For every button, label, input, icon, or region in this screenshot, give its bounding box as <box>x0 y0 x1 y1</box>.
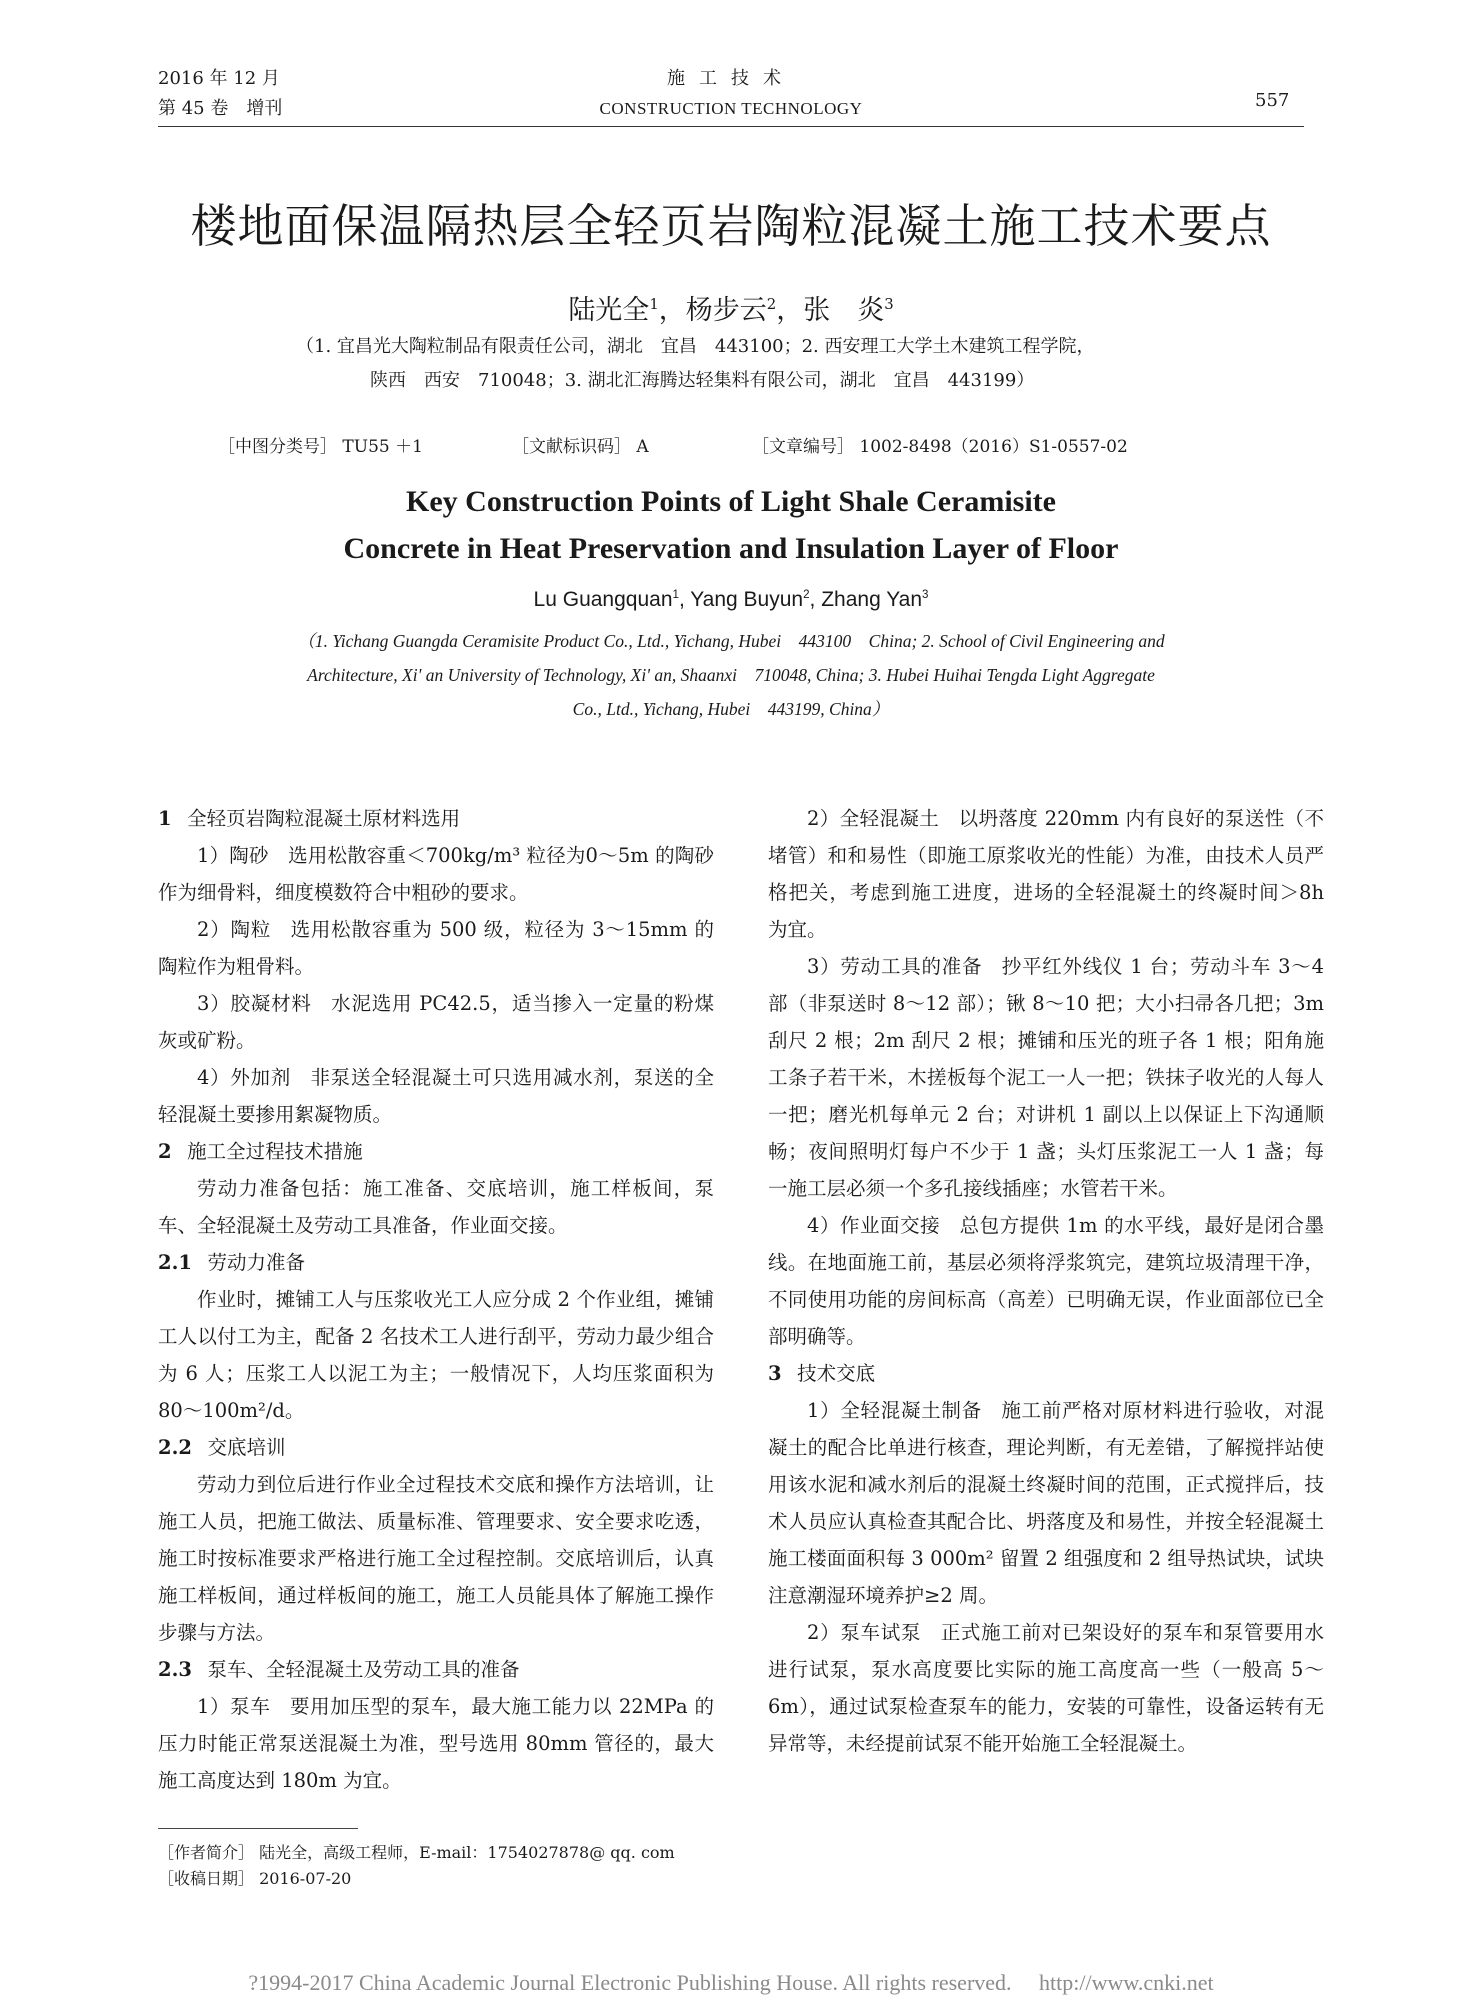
paragraph: 2）泵车试泵 正式施工前对已架设好的泵车和泵管要用水进行试泵，泵水高度要比实际的施工高度高一些（一般高 5～6m），通过试泵检查泵车的能力，安装的可靠性，设备运转有无异常等，未经提前试泵不能开始施工全轻混凝土。 <box>768 1621 1324 1755</box>
section-heading: 1 全轻页岩陶粒混凝土原材料选用 <box>158 807 461 830</box>
english-affiliation-line: Architecture, Xi' an University of Technology, Xi' an, Shaanxi 710048, China; 3. Hubei Huihai Tengda Light Aggregate <box>307 665 1155 685</box>
paragraph: 4）外加剂 非泵送全轻混凝土可只选用减水剂，泵送的全轻混凝土要掺用絮凝物质。 <box>158 1066 714 1126</box>
footnote <box>158 1840 675 1892</box>
english-affiliation <box>150 624 1312 726</box>
paragraph: 劳动力准备包括：施工准备、交底培训，施工样板间，泵车、全轻混凝土及劳动工具准备，作业面交接。 <box>158 1177 714 1237</box>
author-name: 陆光全 <box>568 295 650 326</box>
author-superscript: 1 <box>672 589 679 601</box>
received-date: ［收稿日期］ 2016-07-20 <box>158 1869 352 1888</box>
section-heading: 2 施工全过程技术措施 <box>158 1140 363 1163</box>
paragraph: 劳动力到位后进行作业全过程技术交底和操作方法培训，让施工人员，把施工做法、质量标准、管理要求、安全要求吃透，施工时按标准要求严格进行施工全过程控制。交底培训后，认真施工样板间，通过样板间的施工，施工人员能具体了解施工操作步骤与方法。 <box>158 1473 714 1644</box>
paper-title: 楼地面保温隔热层全轻页岩陶粒混凝土施工技术要点 <box>190 199 1272 253</box>
author-superscript: 2 <box>766 295 777 313</box>
paragraph: 1）全轻混凝土制备 施工前严格对原材料进行验收，对混凝土的配合比单进行核查，理论判断，有无差错，了解搅拌站使用该水泥和减水剂后的混凝土终凝时间的范围，正式搅拌后，技术人员应认真检查其配合比、坍落度及和易性，并按全轻混凝土施工楼面面积每 3 000m² 留置 2 组强度和 2 组导热试块，试块注意潮湿环境养护≥2 周。 <box>768 1399 1324 1607</box>
author-info: ［作者简介］ 陆光全，高级工程师，E-mail：1754027878@ qq. com <box>158 1843 675 1862</box>
body-column-right <box>768 800 1324 1762</box>
affiliation-line: 陕西 西安 710048；3. 湖北汇海腾达轻集料有限公司，湖北 宜昌 443199） <box>370 370 1035 391</box>
paragraph: 1）陶砂 选用松散容重＜700kg/m³ 粒径为0～5m 的陶砂作为细骨料，细度模数符合中粗砂的要求。 <box>158 844 714 904</box>
author-separator: , <box>809 588 822 611</box>
article-number: ［文章编号］ 1002-8498（2016）S1-0557-02 <box>752 437 1128 457</box>
affiliation-line: （1. 宜昌光大陶粒制品有限责任公司，湖北 宜昌 443100；2. 西安理工大学土木建筑工程学院， <box>296 336 1095 357</box>
journal-name-cn: 施工技术 <box>667 68 795 89</box>
header-rule <box>158 126 1304 127</box>
subsection-heading: 2.3 泵车、全轻混凝土及劳动工具的准备 <box>158 1658 520 1681</box>
author-separator: ， <box>776 295 804 326</box>
english-title-line: Concrete in Heat Preservation and Insulation Layer of Floor <box>343 532 1119 565</box>
footnote-rule <box>158 1828 358 1829</box>
subsection-heading: 2.2 交底培训 <box>158 1436 286 1459</box>
paragraph: 3）胶凝材料 水泥选用 PC42.5，适当掺入一定量的粉煤灰或矿粉。 <box>158 992 714 1052</box>
paragraph: 作业时，摊铺工人与压浆收光工人应分成 2 个作业组，摊铺工人以付工为主，配备 2 名技术工人进行刮平，劳动力最少组合为 6 人；压浆工人以泥工为主；一般情况下，人均压浆面积为 80～100m²/d。 <box>158 1288 714 1422</box>
page-number: 557 <box>1255 90 1290 111</box>
english-title-line: Key Construction Points of Light Shale Ceramisite <box>406 485 1056 518</box>
english-affiliation-line: （1. Yichang Guangda Ceramisite Product Co., Ltd., Yichang, Hubei 443100 China; 2. School of Civil Engineering and <box>297 631 1165 651</box>
journal-name-en: CONSTRUCTION TECHNOLOGY <box>599 99 863 118</box>
paragraph: 2）陶粒 选用松散容重为 500 级，粒径为 3～15mm 的陶粒作为粗骨料。 <box>158 918 714 978</box>
author-name: Zhang Yan <box>821 588 923 611</box>
section-heading: 3 技术交底 <box>768 1362 876 1385</box>
issue-date: 2016 年 12 月 <box>158 68 280 89</box>
author-name: 张 炎 <box>803 295 885 326</box>
author-name: Lu Guangquan <box>533 588 673 611</box>
issue-volume: 第 45 卷 增刊 <box>158 98 283 119</box>
subsection-heading: 2.1 劳动力准备 <box>158 1251 306 1274</box>
copyright-notice: ?1994-2017 China Academic Journal Electronic Publishing House. All rights reserved. http://www.cnki.net <box>248 1970 1214 1995</box>
author-list <box>0 288 1462 327</box>
english-author-list <box>0 588 1462 612</box>
author-superscript: 3 <box>884 295 894 313</box>
author-superscript: 3 <box>922 589 929 601</box>
author-name: 杨步云 <box>685 295 767 326</box>
document-code: ［文献标识码］ A <box>512 437 649 457</box>
paragraph: 1）泵车 要用加压型的泵车，最大施工能力以 22MPa 的压力时能正常泵送混凝土为准，型号选用 80mm 管径的，最大施工高度达到 180m 为宜。 <box>158 1695 714 1792</box>
author-separator: ， <box>658 295 686 326</box>
english-title <box>0 478 1462 572</box>
author-superscript: 1 <box>649 295 659 313</box>
clc-number: ［中图分类号］ TU55 ＋1 <box>218 437 423 457</box>
author-superscript: 2 <box>803 589 810 601</box>
journal-name <box>0 64 1462 124</box>
body-column-left <box>158 800 714 1799</box>
author-separator: , <box>678 588 691 611</box>
author-name: Yang Buyun <box>690 588 804 611</box>
paragraph: 3）劳动工具的准备 抄平红外线仪 1 台；劳动斗车 3～4 部（非泵送时 8～12 部）；锹 8～10 把；大小扫帚各几把；3m 刮尺 2 根；2m 刮尺 2 根；摊铺和压光的班子各 1 根；阳角施工条子若干米，木搓板每个泥工一人一把；铁抹子收光的人每人一把；磨光机每单元 2 台；对讲机 1 副以上以保证上下沟通顺畅；夜间照明灯每户不少于 1 盏；头灯压浆泥工一人 1 盏；每一施工层必须一个多孔接线插座；水管若干米。 <box>768 955 1324 1200</box>
paragraph: 2）全轻混凝土 以坍落度 220mm 内有良好的泵送性（不堵管）和和易性（即施工原浆收光的性能）为准，由技术人员严格把关，考虑到施工进度，进场的全轻混凝土的终凝时间＞8h 为宜。 <box>768 807 1324 941</box>
paragraph: 4）作业面交接 总包方提供 1m 的水平线，最好是闭合墨线。在地面施工前，基层必须将浮浆筑完，建筑垃圾清理干净，不同使用功能的房间标高（高差）已明确无误，作业面部位已全部明确等。 <box>768 1214 1324 1348</box>
english-affiliation-line: Co., Ltd., Yichang, Hubei 443199, China） <box>572 699 890 719</box>
